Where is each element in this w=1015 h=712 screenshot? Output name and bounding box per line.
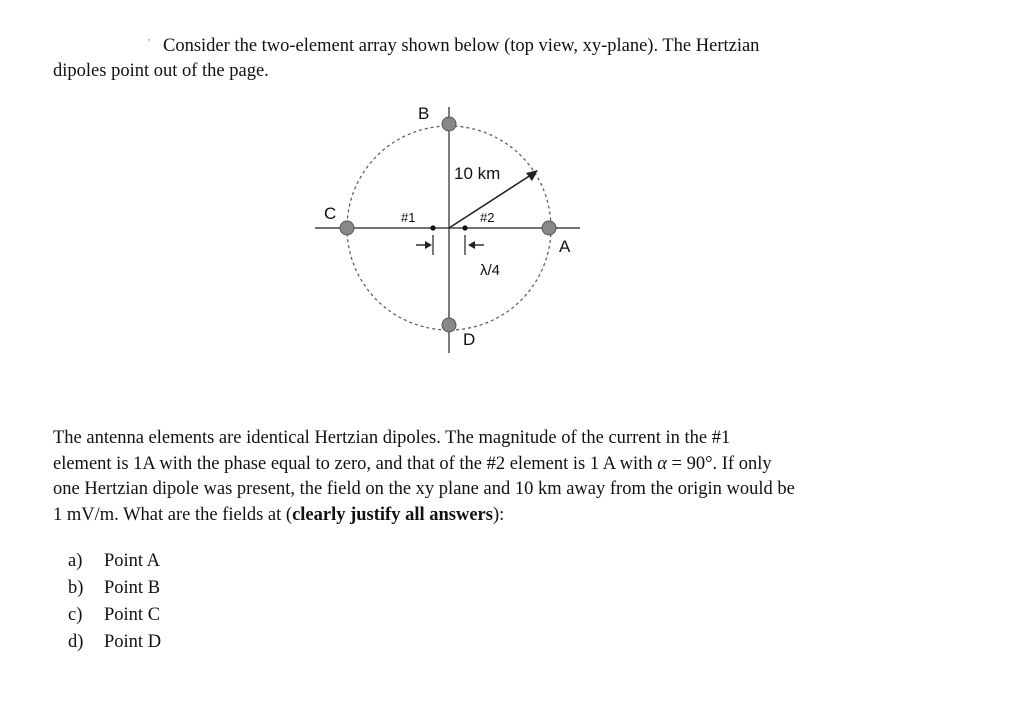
alpha-symbol: α bbox=[657, 453, 667, 474]
question-letter: a) bbox=[68, 551, 83, 571]
element-1-label: #1 bbox=[401, 210, 416, 225]
question-item bbox=[68, 629, 161, 656]
intro-line-2: dipoles point out of the page. bbox=[53, 61, 269, 81]
body-line-2-b: = 90°. If only bbox=[666, 453, 772, 474]
element-1-dot bbox=[430, 225, 435, 230]
point-c-marker bbox=[340, 221, 354, 235]
question-letter: d) bbox=[68, 632, 84, 652]
label-c: C bbox=[324, 204, 337, 223]
spacing-label: λ/4 bbox=[480, 262, 501, 279]
body-line-4-a: 1 mV/m. What are the fields at ( bbox=[53, 504, 293, 525]
question-letter: c) bbox=[68, 605, 83, 625]
array-diagram bbox=[300, 95, 600, 360]
element-2-dot bbox=[462, 225, 467, 230]
label-a: A bbox=[559, 237, 571, 256]
problem-intro bbox=[53, 34, 953, 84]
point-d-marker bbox=[442, 318, 456, 332]
body-line-1: The antenna elements are identical Hertzian dipoles. The magnitude of the current in the #1 bbox=[53, 428, 731, 448]
question-item bbox=[68, 602, 161, 629]
spacing-arrowhead-left bbox=[425, 241, 432, 249]
label-b: B bbox=[418, 104, 430, 123]
question-list bbox=[68, 548, 161, 656]
body-line-4-b: ): bbox=[492, 504, 505, 525]
stray-mark: ' bbox=[148, 38, 150, 49]
problem-body bbox=[53, 426, 953, 528]
question-text: Point B bbox=[104, 578, 161, 598]
question-letter: b) bbox=[68, 578, 84, 598]
question-text: Point C bbox=[104, 605, 161, 625]
label-d: D bbox=[463, 330, 476, 349]
point-a-marker bbox=[542, 221, 556, 235]
question-text: Point A bbox=[104, 551, 161, 571]
body-line-3: one Hertzian dipole was present, the field on the xy plane and 10 km away from the origin would be bbox=[53, 479, 795, 499]
body-line-2 bbox=[53, 452, 953, 478]
body-line-4-bold: clearly justify all answers bbox=[292, 504, 493, 525]
question-item bbox=[68, 548, 161, 575]
array-diagram-svg bbox=[300, 95, 600, 360]
spacing-arrowhead-right bbox=[468, 241, 475, 249]
question-item bbox=[68, 575, 161, 602]
point-b-marker bbox=[442, 117, 456, 131]
intro-line-1: Consider the two-element array shown below (top view, xy-plane). The Hertzian bbox=[163, 36, 760, 56]
radius-label: 10 km bbox=[454, 164, 501, 183]
element-2-label: #2 bbox=[480, 210, 495, 225]
body-line-2-a: element is 1A with the phase equal to zero, and that of the #2 element is 1 A with bbox=[53, 453, 658, 474]
question-text: Point D bbox=[104, 632, 162, 652]
body-line-4 bbox=[53, 503, 953, 529]
